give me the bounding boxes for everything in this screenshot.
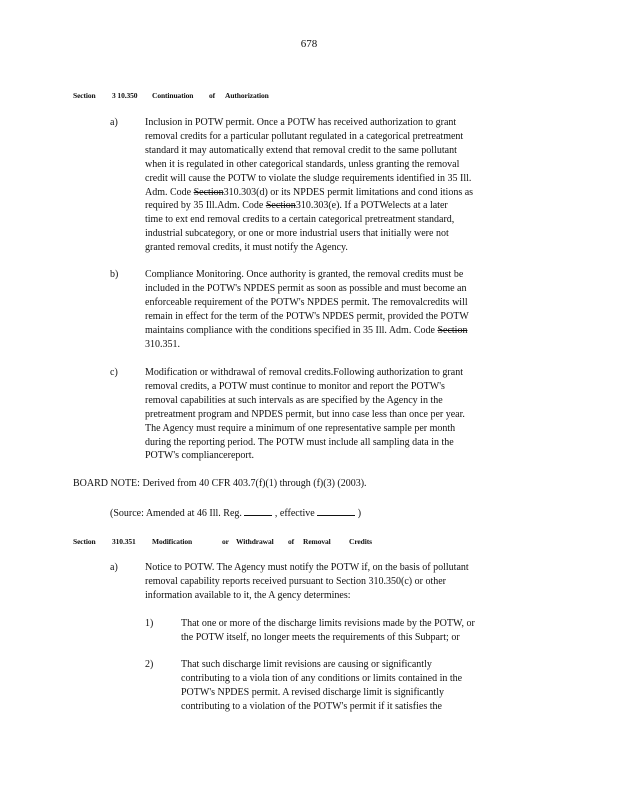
text-line: time to ext end removal credits to a certain categorical pretreatment standard, bbox=[145, 214, 455, 226]
text-line: maintains compliance with the conditions specified in 35 Ill. Adm. Code Section bbox=[145, 324, 468, 336]
blank-issue-field bbox=[244, 506, 272, 516]
text-line: Adm. Code Section310.303(d) or its NPDES permit limitations and cond itions as bbox=[145, 186, 474, 198]
section-label: Section bbox=[73, 537, 96, 546]
blank-date-field bbox=[317, 506, 355, 516]
text-line: Compliance Monitoring. Once authority is granted, the removal credits must be bbox=[145, 269, 464, 280]
paragraph-modification-withdrawal bbox=[145, 366, 535, 463]
paragraph-notice-to-potw bbox=[145, 561, 535, 603]
section-title-word: Authorization bbox=[225, 91, 269, 100]
section-number: 3 10.350 bbox=[112, 91, 138, 100]
struck-text: Section bbox=[193, 186, 224, 198]
source-note: (Source: Amended at 46 Ill. Reg. , effective ) bbox=[110, 508, 362, 519]
paragraph-compliance-monitoring bbox=[145, 268, 535, 351]
page-number: 678 bbox=[300, 38, 318, 50]
text-line: included in the POTW's NPDES permit as soon as possible and must become an bbox=[145, 282, 467, 294]
text-line: That one or more of the discharge limits revisions made by the POTW, or bbox=[181, 618, 475, 629]
text-line: the POTW itself, no longer meets the requirements of this Subpart; or bbox=[181, 631, 460, 643]
section-title-word: of bbox=[209, 91, 216, 100]
section-title-word: Continuation bbox=[152, 91, 194, 100]
text-line: remain in effect for the term of the POTW's NPDES permit, provided the POTW bbox=[145, 310, 469, 322]
text-line: credit will cause the POTW to violate the sludge requirements identified in 35 Ill. bbox=[145, 172, 472, 184]
text-line: standard it may automatically extend that removal credit to the same pollutant bbox=[145, 144, 457, 156]
struck-text: Section bbox=[265, 200, 296, 212]
text-line: 310.351. bbox=[145, 338, 180, 350]
text-line: information available to it, the A gency determines: bbox=[145, 589, 351, 601]
text-line: contributing to a violation of the POTW's permit if it satisfies the bbox=[181, 700, 442, 712]
section-title-word: Withdrawal bbox=[236, 537, 274, 546]
section-heading-310-351 bbox=[0, 535, 618, 547]
text-line: Inclusion in POTW permit. Once a POTW has received authorization to grant bbox=[145, 117, 457, 128]
text-line: when it is regulated in other categorical standards, unless granting the removal bbox=[145, 158, 460, 170]
text-line: pretreatment program and NPDES permit, but inno case less than once per year. bbox=[145, 408, 465, 420]
section-title-word: or bbox=[222, 537, 229, 546]
section-label: Section bbox=[73, 91, 96, 100]
paragraph-sub-item-1 bbox=[181, 617, 541, 645]
board-note: BOARD NOTE: Derived from 40 CFR 403.7(f)(1) through (f)(3) (2003). bbox=[73, 478, 367, 489]
section-title-word: Credits bbox=[349, 537, 372, 546]
text-line: POTW's NPDES permit. A revised discharge limit is significantly bbox=[181, 686, 444, 698]
item-marker-c: c) bbox=[110, 367, 118, 378]
text-line: removal credits, a POTW must continue to monitor and report the POTW's bbox=[145, 380, 445, 392]
text-line: POTW's compliancereport. bbox=[145, 450, 254, 462]
text-line: required by 35 Ill.Adm. Code Section310.303(e). If a POTWelects at a later bbox=[145, 200, 448, 212]
item-marker-b: b) bbox=[110, 269, 119, 280]
section-title-word: of bbox=[288, 537, 295, 546]
sub-item-marker-2: 2) bbox=[145, 659, 154, 670]
text-line: removal capabilities at such intervals as are specified by the Agency in the bbox=[145, 394, 443, 406]
item-marker-a: a) bbox=[110, 562, 118, 573]
paragraph-inclusion bbox=[145, 116, 535, 255]
struck-text: Section bbox=[437, 324, 468, 336]
item-marker-a: a) bbox=[110, 117, 118, 128]
text-line: contributing to a viola tion of any conditions or limits contained in the bbox=[181, 672, 463, 684]
text-line: removal capability reports received pursuant to Section 310.350(c) or other bbox=[145, 575, 447, 587]
text-line: That such discharge limit revisions are causing or significantly bbox=[181, 659, 432, 670]
text-line: The Agency must require a minimum of one representative sample per month bbox=[145, 422, 456, 434]
paragraph-sub-item-2 bbox=[181, 658, 541, 714]
text-line: Notice to POTW. The Agency must notify the POTW if, on the basis of pollutant bbox=[145, 562, 469, 573]
text-line: enforceable requirement of the POTW's NPDES permit. The removalcredits will bbox=[145, 296, 468, 308]
sub-item-marker-1: 1) bbox=[145, 618, 154, 629]
text-line: granted removal credits, it must notify the Agency. bbox=[145, 242, 348, 254]
text-line: removal credits for a particular pollutant regulated in a categorical pretreatment bbox=[145, 130, 464, 142]
text-line: industrial subcategory, or one or more industrial users that initially were not bbox=[145, 228, 449, 240]
section-number: 310.351 bbox=[112, 537, 136, 546]
section-heading-310-350 bbox=[0, 89, 618, 101]
section-title-word: Modification bbox=[152, 537, 193, 546]
text-line: during the reporting period. The POTW must include all sampling data in the bbox=[145, 436, 454, 448]
text-line: Modification or withdrawal of removal credits.Following authorization to grant bbox=[145, 367, 463, 378]
section-title-word: Removal bbox=[303, 537, 331, 546]
